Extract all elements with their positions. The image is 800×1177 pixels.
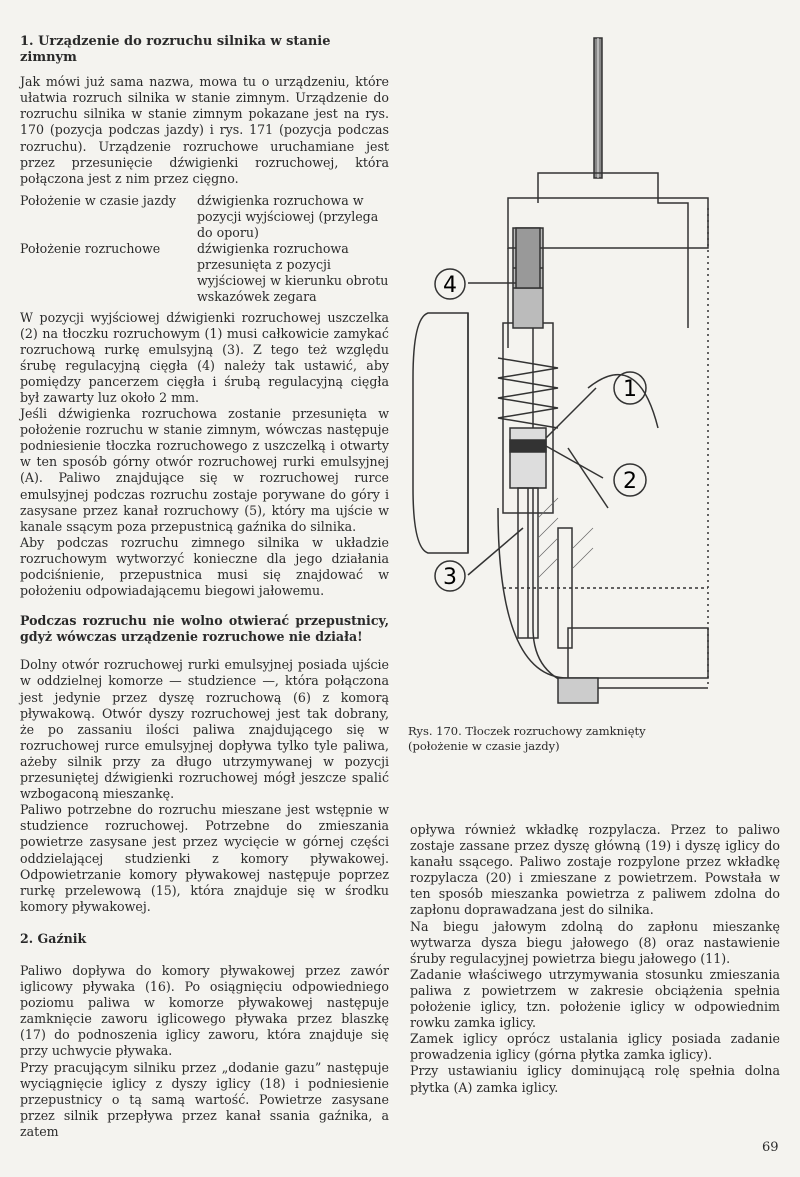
paragraph: opływa również wkładkę rozpylacza. Przez to paliwo zostaje zassane przez dyszę główną (19) i dyszę iglicy do kanału ssącego. Paliwo zostaje rozpylone przez wkładkę rozpylacza (20) i zmieszane z powietrzem. Powstała w ten sposób mieszanka powietrza z paliwem zdolna do zapłonu doprawadzana jest do silnika. [410, 822, 780, 918]
svg-text:2: 2 [623, 469, 637, 494]
paragraph: Dolny otwór rozruchowej rurki emulsyjnej posiada ujście w oddzielnej komorze — studzience —, która połączona jest jedynie przez dyszę rozruchową (6) z komorą pływakową. Otwór dyszy rozruchowej jest tak dobrany, że po zassaniu ilości paliwa znajdującego się w rozruchowej rurce emulsyjnej dopływa tylko tyle paliwa, ażeby silnik przy za długo utrzymywanej w pozycji przesuniętej dźwigienki rozruchowej mógł jeszcze spalić wzbogaconą mieszankę. [20, 657, 389, 802]
positions-table [20, 193, 389, 306]
warning-text: Podczas rozruchu nie wolno otwierać przepustnicy, gdyż wówczas urządzenie rozruchowe nie działa! [20, 613, 389, 645]
left-column [20, 34, 389, 1140]
page-number: 69 [762, 1140, 779, 1155]
paragraph: Zamek iglicy oprócz ustalania iglicy posiada zadanie prowadzenia iglicy (górna płytka zamka iglicy). [410, 1031, 780, 1063]
callout-2 [614, 464, 646, 496]
paragraph: Aby podczas rozruchu zimnego silnika w układzie rozruchowym wytworzyć konieczne dla jego działania podciśnienie, przepustnica musi się znajdować w położeniu odpowiadającemu biegowi jałowemu. [20, 534, 389, 599]
paragraph: Paliwo potrzebne do rozruchu mieszane jest wstępnie w studzience rozruchowej. Potrzebne do zmieszania powietrze zasysane jest przez wycięcie w górnej części oddzielającej studzienki z komory pływakowej. Odpowietrzanie komory pływakowej następuje poprzez rurkę przelewową (15), która znajduje się w środku komory pływakowej. [20, 802, 389, 914]
callout-3 [435, 561, 465, 591]
section-1-intro: Jak mówi już sama nazwa, mowa tu o urządzeniu, które ułatwia rozruch silnika w stanie zimnym. Urządzenie do rozruchu silnika w stanie zimnym pokazane jest na rys. 170 (pozycja podczas jazdy) i rys. 171 (pozycja podczas rozruchu). Urządzenie rozruchowe uruchamiane jest przez przesunięcie dźwigienki rozruchowej, która połączona jest z nim przez cięgno. [20, 74, 389, 186]
paragraph: Przy ustawianiu iglicy dominującą rolę spełnia dolna płytka (A) zamka iglicy. [410, 1063, 780, 1095]
carburetor-diagram [408, 28, 800, 718]
section-1-heading: 1. Urządzenie do rozruchu silnika w stanie zimnym [20, 34, 331, 66]
paragraph: Paliwo dopływa do komory pływakowej przez zawór iglicowy pływaka (16). Po osiągnięciu odpowiedniego poziomu paliwa w komorze pływakowej następuje zamknięcie zaworu iglicowego pływaka przez blaszkę (17) do podnoszenia iglicy zaworu, która znajduje się przy uchwycie pływaka. [20, 962, 389, 1059]
svg-text:1: 1 [623, 377, 637, 402]
paragraph: Na biegu jałowym zdolną do zapłonu mieszankę wytwarza dysza biegu jałowego (8) oraz nastawienie śruby regulacyjnej powietrza biegu jałowego (11). [410, 918, 780, 966]
position-label: Położenie rozruchowe [20, 241, 161, 257]
position-desc: dźwigienka rozruchowa w pozycji wyjściowej (przylega do oporu) [197, 192, 379, 241]
diagram-svg [408, 28, 800, 718]
callout-4 [435, 269, 465, 299]
paragraph: Zadanie właściwego utrzymywania stosunku zmieszania paliwa z powietrzem w zakresie obciążenia spełnia położenie iglicy, tzn. położenie iglicy w odpowiednim rowku zamka iglicy. [410, 966, 780, 1031]
right-column [410, 822, 780, 1096]
paragraph: W pozycji wyjściowej dźwigienki rozruchowej uszczelka (2) na tłoczku rozruchowym (1) musi całkowicie zamykać rozruchową rurkę emulsyjną (3). Z tego też względu śrubę regulacyjną cięgła (4) należy tak ustawić, aby pomiędzy pancerzem cięgła i śrubą regulacyjną cięgła był zawarty luz około 2 mm. [20, 309, 389, 405]
paragraph: Przy pracującym silniku przez „dodanie gazu” następuje wyciągnięcie iglicy z dyszy iglicy (18) i podniesienie przepustnicy o tą samą wartość. Powietrze zasysane przez silnik przepływa przez kanał ssania gaźnika, a zatem [20, 1059, 389, 1139]
svg-text:3: 3 [443, 565, 457, 590]
svg-text:4: 4 [443, 273, 457, 298]
figure-caption: Rys. 170. Tłoczek rozruchowy zamknięty (położenie w czasie jazdy) [408, 724, 646, 753]
position-desc: dźwigienka rozruchowa przesunięta z pozycji wyjściowej w kierunku obrotu wskazówek zegara [197, 241, 389, 305]
paragraph: Jeśli dźwigienka rozruchowa zostanie przesunięta w położenie rozruchu w stanie zimnym, wówczas następuje podniesienie tłoczka rozruchowego z uszczelką i otwarty w ten sposób górny otwór rozruchowej rurki emulsyjnej (A). Paliwo znajdujące się w rozruchowej rurce emulsyjnej podczas rozruchu zostaje porywane do góry i zasysane przez kanał rozruchowy (5), który ma ujście w kanale ssącym poza przepustnicą gaźnika do silnika. [20, 406, 389, 534]
position-label: Położenie w czasie jazdy [20, 192, 177, 208]
section-2-heading: 2. Gaźnik [20, 930, 87, 946]
